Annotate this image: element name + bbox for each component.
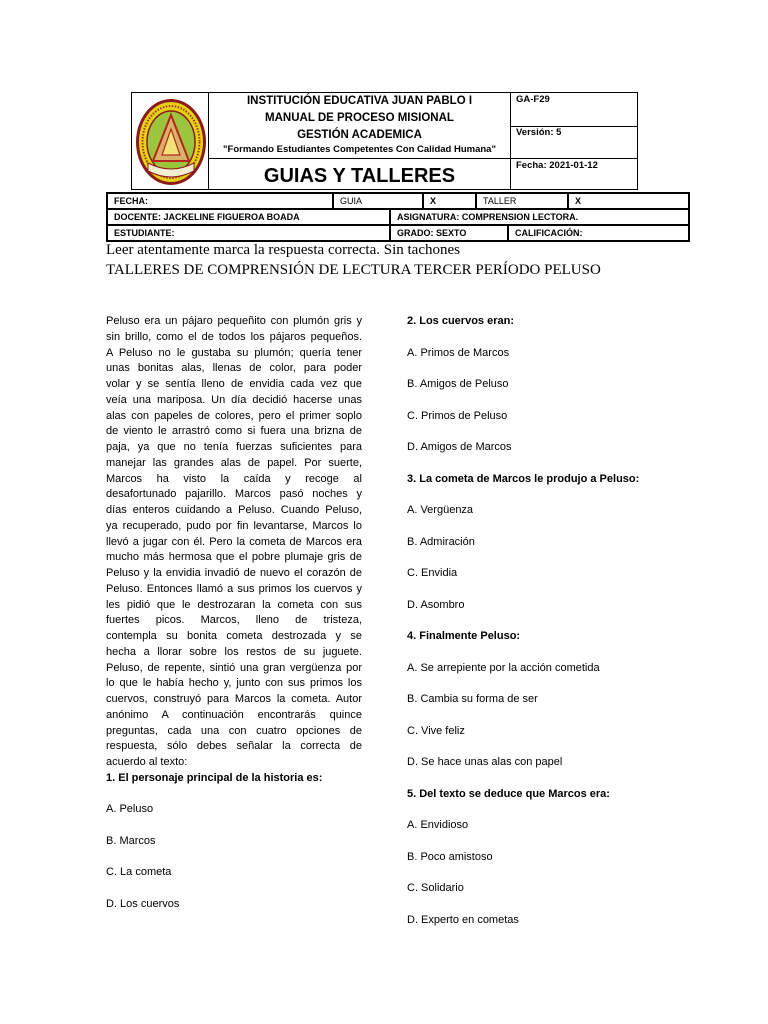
- question-4: [407, 629, 727, 771]
- info-row: [108, 224, 688, 240]
- answer-option: B. Amigos de Peluso: [407, 378, 509, 390]
- story-line: llevó a jugar con él. Pero la cometa de Marcos era: [106, 535, 362, 548]
- story-line: Peluso. Entonces llamó a sus primos los cuervos y: [106, 582, 362, 595]
- story-line: anónimo A continuación encontrarás quince: [106, 708, 362, 721]
- story-line: preguntas, cada una con cuatro opciones de: [106, 724, 362, 737]
- answer-option: D. Experto en cometas: [407, 913, 519, 926]
- info-row: [108, 208, 688, 224]
- answer-option: B. Poco amistoso: [407, 850, 493, 863]
- answer-option: D. Los cuervos: [106, 897, 180, 910]
- management-area: GESTIÓN ACADEMICA: [297, 129, 422, 141]
- story-line: lo que le había hecho y, junto con sus primos los: [106, 677, 362, 690]
- story-line: veía una mariposa. Un día decidió hacerse unas: [106, 393, 362, 406]
- left-column: [106, 314, 362, 913]
- story-line: manejar las grandes alas de papel. Por suerte,: [106, 456, 362, 469]
- answer-option: C. Envidia: [407, 567, 458, 579]
- answer-option: D. Asombro: [407, 598, 465, 611]
- question-5: [407, 787, 727, 929]
- story-line: desafortunado pajarillo. Marcos pasó noches y: [106, 488, 362, 501]
- header-table: [131, 92, 638, 190]
- header-divider: [510, 93, 511, 189]
- teacher-field: DOCENTE: JACKELINE FIGUEROA BOADA: [108, 210, 391, 224]
- document-version: Versión: 5: [516, 127, 562, 138]
- story-line: paja, ya que no tenía fuerzas suficientes para: [106, 441, 362, 453]
- question-prompt: 5. Del texto se deduce que Marcos era:: [407, 787, 610, 800]
- story-line: les pidió que le destrozaran la cometa con sus: [106, 598, 362, 611]
- info-row: [108, 194, 688, 208]
- document-code: GA-F29: [516, 94, 550, 105]
- header-divider: [209, 158, 637, 159]
- institution-motto: "Formando Estudiantes Competentes Con Calidad Humana": [223, 144, 496, 155]
- question-prompt: 3. La cometa de Marcos le produjo a Peluso:: [407, 472, 640, 485]
- info-table: [106, 192, 690, 242]
- question-2: [407, 314, 727, 456]
- story-line: volar y se sentía lleno de envidia cada vez que: [106, 378, 362, 390]
- story-line: acuerdo al texto:: [106, 756, 188, 768]
- answer-option: C. Solidario: [407, 882, 464, 894]
- taller-mark: X: [575, 196, 582, 206]
- instructions: Leer atentamente marca la respuesta correcta. Sin tachones: [106, 242, 460, 258]
- guia-mark: X: [424, 194, 477, 208]
- story-line: mucho más hermosa que el pobre plumaje gris de: [106, 551, 362, 564]
- story-line: hecha a llorar sobre los restos de su juguete.: [106, 645, 362, 658]
- story-line: A Peluso no le gustaba su plumón; quería tener: [106, 346, 362, 359]
- question-prompt: 2. Los cuervos eran:: [407, 315, 514, 327]
- answer-option: C. Primos de Peluso: [407, 409, 508, 422]
- question-prompt: 4. Finalmente Peluso:: [407, 630, 521, 642]
- answer-option: A. Se arrepiente por la acción cometida: [407, 661, 600, 674]
- question-1: [106, 771, 362, 913]
- document-title: GUIAS Y TALLERES: [263, 165, 456, 187]
- answer-option: A. Vergüenza: [407, 504, 474, 516]
- story-text: [106, 314, 362, 771]
- story-line: contempla su bonita cometa destrozada y se: [106, 630, 362, 642]
- score-field: CALIFICACIÓN:: [515, 228, 583, 238]
- answer-option: A. Envidioso: [407, 819, 469, 831]
- grade-field: GRADO: SEXTO: [391, 226, 509, 240]
- answer-option: B. Cambia su forma de ser: [407, 693, 538, 705]
- story-line: unas bonitas alas, llenas de color, para poder: [106, 362, 362, 375]
- story-line: Marcos ha visto la caída y recoge al: [106, 472, 362, 485]
- question-prompt: 1. El personaje principal de la historia es:: [106, 771, 323, 784]
- story-line: cuervos, construyó para Marcos la cometa. Autor: [106, 693, 362, 705]
- answer-option: A. Peluso: [106, 803, 154, 816]
- story-line: Peluso era un pájaro pequeñito con plumón gris y: [106, 315, 362, 327]
- story-line: Peluso, de repente, sintió una gran vergüenza por: [106, 661, 362, 674]
- story-line: fuertes picos. Marcos, lleno de tristeza,: [106, 614, 362, 627]
- answer-option: B. Marcos: [106, 834, 156, 847]
- institution-name: INSTITUCIÓN EDUCATIVA JUAN PABLO I: [246, 95, 473, 107]
- story-line: alas con papeles de colores, pero el primer soplo: [106, 409, 362, 422]
- student-field: ESTUDIANTE:: [108, 226, 391, 240]
- question-3: [407, 472, 727, 614]
- story-line: ya recuperado, pudo por fin levantarse, Marcos lo: [106, 519, 362, 532]
- answer-option: C. La cometa: [106, 866, 172, 879]
- school-logo: [132, 93, 208, 189]
- subject-field: ASIGNATURA: COMPRENSION LECTORA.: [397, 212, 579, 222]
- story-line: de viento le arrastró como si fuera una brizna de: [106, 425, 362, 438]
- story-line: días enteros cuidando a Peluso. Cuando Peluso,: [106, 504, 362, 516]
- answer-option: D. Amigos de Marcos: [407, 441, 512, 453]
- left-questions: [106, 771, 362, 913]
- answer-option: B. Admiración: [407, 535, 475, 548]
- guia-label: GUIA: [334, 194, 424, 208]
- right-column: [407, 314, 727, 928]
- story-line: Peluso y la envidia invadió de nuevo el corazón de: [106, 567, 362, 579]
- answer-option: A. Primos de Marcos: [407, 346, 510, 359]
- taller-label: TALLER: [477, 194, 569, 208]
- fecha-label: FECHA:: [108, 194, 334, 208]
- section-title: TALLERES DE COMPRENSIÓN DE LECTURA TERCER PERÍODO PELUSO: [106, 262, 601, 278]
- document-date: Fecha: 2021-01-12: [516, 160, 598, 171]
- answer-option: C. Vive feliz: [407, 724, 465, 737]
- story-line: respuesta, sólo debes señalar la correcta de: [106, 740, 362, 753]
- answer-option: D. Se hace unas alas con papel: [407, 756, 563, 768]
- manual-name: MANUAL DE PROCESO MISIONAL: [265, 112, 454, 124]
- story-line: sin brillo, como el de todos los pájaros pequeños.: [106, 330, 362, 343]
